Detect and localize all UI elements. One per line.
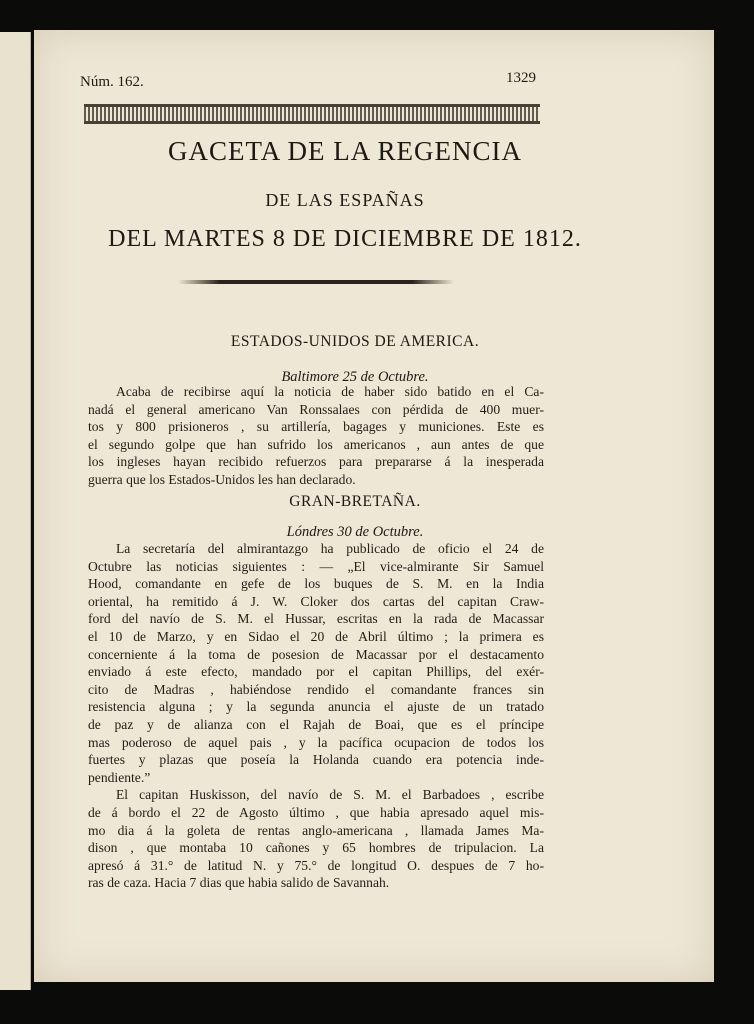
text-line: guerra que los Estados-Unidos les han declarado. <box>88 471 356 487</box>
article-paragraph <box>88 540 544 892</box>
masthead-subtitle: DE LAS ESPAÑAS <box>265 190 425 210</box>
header-rule <box>84 104 540 124</box>
dateline-baltimore: Baltimore 25 de Octubre. <box>281 369 429 385</box>
page-number: 1329 <box>506 70 536 86</box>
text-line: de á bordo el 22 de Agosto último , que habia apresado aquel mis- <box>88 804 544 820</box>
text-line: El capitan Huskisson, del navío de S. M. el Barbadoes , escribe <box>116 787 544 803</box>
section-heading-gb: GRAN-BRETAÑA. <box>289 493 421 510</box>
text-line: oriental, ha remitido á J. W. Cloker dos cartas del capitan Craw- <box>88 593 544 609</box>
text-line: nadá el general americano Van Ronssalaes con pérdida de 400 muer- <box>88 401 544 417</box>
text-line: mas poderoso de aquel pais , y la pacífica ocupacion de todos los <box>88 734 544 750</box>
text-line: Acaba de recibirse aquí la noticia de haber sido batido en el Ca- <box>116 384 544 399</box>
text-line: resistencia alguna ; y la segunda anuncia el ajuste de un tratado <box>88 699 544 715</box>
adjacent-page-edge <box>0 32 31 990</box>
text-line: cito de Madras , habiéndose rendido el comandante frances sin <box>88 681 544 697</box>
ornament-rule <box>178 280 454 284</box>
article-paragraph <box>88 383 544 489</box>
text-line: pendiente.” <box>88 769 151 785</box>
page-header <box>80 70 536 98</box>
text-line: fuertes y plazas que poseía la Holanda cuando era potencia inde- <box>88 752 544 768</box>
text-line: Hood, comandante en gefe de los buques de S. M. en la India <box>88 576 544 592</box>
masthead-title: GACETA DE LA REGENCIA <box>167 136 523 166</box>
text-line: Octubre las noticias siguientes : — „El vice-almirante Sir Samuel <box>88 558 544 574</box>
dateline-londres: Lóndres 30 de Octubre. <box>286 524 424 540</box>
text-line: tos y 800 prisioneros , su artillería, bagages y municiones. Este es <box>88 419 544 435</box>
text-line: La secretaría del almirantazgo ha publicado de oficio el 24 de <box>116 541 544 556</box>
text-line: ras de caza. Hacia 7 dias que habia salido de Savannah. <box>88 875 390 891</box>
text-line: los ingleses hayan recibido refuerzos para prepararse á la inesperada <box>88 454 544 470</box>
text-line: enviado á este efecto, mandado por el capitan Phillips, del exér- <box>88 664 544 680</box>
text-line: el 10 de Marzo, y en Sidao el 20 de Abril último ; la primera es <box>88 628 544 644</box>
text-line: apresó á 31.° de latitud N. y 75.° de longitud O. despues de 7 ho- <box>88 857 544 873</box>
text-line: el segundo golpe que han sufrido los americanos , aun antes de que <box>88 436 544 452</box>
text-line: concerniente á la toma de posesion de Macassar por el destacamento <box>88 646 544 662</box>
text-line: ford del navío de S. M. el Hussar, escritas en la rada de Macassar <box>88 611 544 627</box>
text-line: dison , que montaba 10 cañones y 65 hombres de tripulacion. La <box>88 840 544 856</box>
text-line: mo dia á la goleta de rentas anglo-americana , llamada James Ma- <box>88 822 544 838</box>
section-heading-usa: ESTADOS-UNIDOS DE AMERICA. <box>230 333 480 350</box>
issue-number: Núm. 162. <box>80 74 144 90</box>
masthead-date: DEL MARTES 8 DE DICIEMBRE DE 1812. <box>108 226 582 252</box>
text-line: de paz y de alianza con el Rajah de Boai, que es el príncipe <box>88 716 544 732</box>
